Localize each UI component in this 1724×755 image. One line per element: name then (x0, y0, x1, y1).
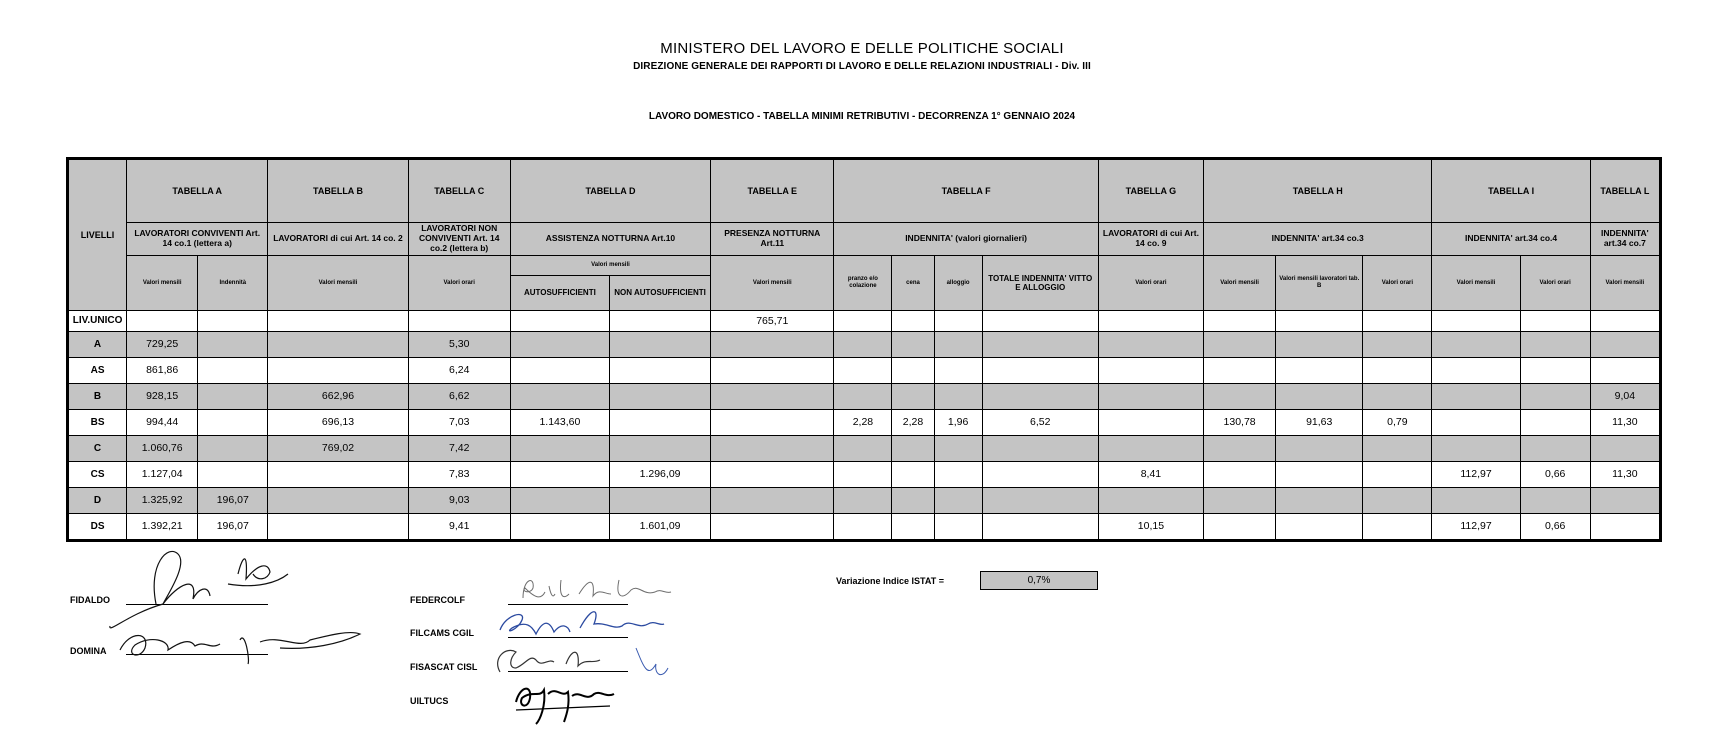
value-cell (510, 514, 609, 540)
section-i-label: INDENNITA' art.34 co.4 (1432, 223, 1590, 256)
value-cell (1276, 462, 1363, 488)
value-cell (1098, 410, 1203, 436)
value-cell (268, 514, 408, 540)
value-cell (1590, 514, 1659, 540)
table-row (69, 384, 1660, 410)
value-cell (934, 384, 982, 410)
value-cell (1363, 311, 1432, 332)
value-cell (1098, 358, 1203, 384)
value-cell (934, 436, 982, 462)
value-cell (834, 514, 892, 540)
value-cell (934, 358, 982, 384)
value-cell (609, 311, 710, 332)
value-cell (1432, 384, 1520, 410)
value-cell (1204, 311, 1276, 332)
col-f-cena: cena (892, 256, 934, 311)
value-cell (982, 358, 1098, 384)
value-cell: 130,78 (1204, 410, 1276, 436)
value-cell (711, 436, 834, 462)
value-cell (834, 462, 892, 488)
value-cell (892, 358, 934, 384)
federcolf-signature (515, 572, 675, 608)
value-cell: 769,02 (268, 436, 408, 462)
value-cell (1363, 436, 1432, 462)
value-cell (1432, 358, 1520, 384)
value-cell (1520, 332, 1590, 358)
col-c-valori-orari: Valori orari (408, 256, 510, 311)
tabella-d-header: TABELLA D (510, 160, 710, 223)
level-cell: B (69, 384, 127, 410)
uiltucs-signature (510, 676, 620, 728)
value-cell (1098, 384, 1203, 410)
value-cell (1276, 332, 1363, 358)
value-cell (892, 462, 934, 488)
filcams-label: FILCAMS CGIL (410, 628, 474, 638)
value-cell (1276, 311, 1363, 332)
value-cell (711, 462, 834, 488)
value-cell (1276, 358, 1363, 384)
value-cell: 6,52 (982, 410, 1098, 436)
value-cell (268, 488, 408, 514)
value-cell (609, 358, 710, 384)
tabella-i-header: TABELLA I (1432, 160, 1590, 223)
value-cell (1204, 514, 1276, 540)
section-d-label: ASSISTENZA NOTTURNA Art.10 (510, 223, 710, 256)
col-f-alloggio: alloggio (934, 256, 982, 311)
value-cell: 928,15 (127, 384, 198, 410)
value-cell: 112,97 (1432, 514, 1520, 540)
table-row (69, 410, 1660, 436)
value-cell (1276, 436, 1363, 462)
value-cell: 696,13 (268, 410, 408, 436)
value-cell (1590, 436, 1659, 462)
value-cell: 11,30 (1590, 462, 1659, 488)
tabella-c-header: TABELLA C (408, 160, 510, 223)
value-cell (1520, 311, 1590, 332)
col-d-valori-mensili: Valori mensili (510, 256, 710, 276)
value-cell (1520, 488, 1590, 514)
value-cell (1363, 514, 1432, 540)
level-cell: A (69, 332, 127, 358)
col-l-valori-mensili: Valori mensili (1590, 256, 1659, 311)
value-cell (1204, 332, 1276, 358)
value-cell (510, 436, 609, 462)
level-cell: C (69, 436, 127, 462)
value-cell (198, 462, 268, 488)
istat-label: Variazione Indice ISTAT = (836, 576, 944, 586)
value-cell (982, 488, 1098, 514)
value-cell (1276, 514, 1363, 540)
direction-subtitle: DIREZIONE GENERALE DEI RAPPORTI DI LAVORO E DELLE RELAZIONI INDUSTRIALI - Div. III (633, 61, 1091, 72)
tabella-a-header: TABELLA A (127, 160, 268, 223)
value-cell (934, 462, 982, 488)
value-cell (982, 311, 1098, 332)
value-cell (408, 311, 510, 332)
value-cell (1590, 311, 1659, 332)
value-cell (609, 384, 710, 410)
value-cell (892, 332, 934, 358)
value-cell (268, 332, 408, 358)
value-cell (609, 436, 710, 462)
section-l-label: INDENNITA' art.34 co.7 (1590, 223, 1659, 256)
level-cell: CS (69, 462, 127, 488)
col-i-valori-orari: Valori orari (1520, 256, 1590, 311)
level-cell: DS (69, 514, 127, 540)
value-cell (268, 462, 408, 488)
value-cell: 10,15 (1098, 514, 1203, 540)
section-f-label: INDENNITA' (valori giornalieri) (834, 223, 1098, 256)
value-cell (1363, 384, 1432, 410)
col-i-valori-mensili: Valori mensili (1432, 256, 1520, 311)
value-cell (711, 358, 834, 384)
value-cell (934, 311, 982, 332)
value-cell (1520, 384, 1590, 410)
table-row (69, 436, 1660, 462)
value-cell (892, 384, 934, 410)
value-cell (711, 384, 834, 410)
wage-table (68, 159, 1660, 540)
value-cell (1363, 332, 1432, 358)
value-cell: 91,63 (1276, 410, 1363, 436)
value-cell: 9,41 (408, 514, 510, 540)
level-cell: D (69, 488, 127, 514)
value-cell (934, 488, 982, 514)
value-cell (268, 358, 408, 384)
value-cell (934, 514, 982, 540)
value-cell: 729,25 (127, 332, 198, 358)
table-row (69, 488, 1660, 514)
value-cell: 6,24 (408, 358, 510, 384)
domina-signature (110, 620, 370, 670)
value-cell (711, 332, 834, 358)
value-cell (1432, 488, 1520, 514)
value-cell: 8,41 (1098, 462, 1203, 488)
value-cell: 0,66 (1520, 462, 1590, 488)
value-cell: 1.143,60 (510, 410, 609, 436)
value-cell (834, 311, 892, 332)
value-cell (1098, 311, 1203, 332)
value-cell (892, 514, 934, 540)
value-cell (892, 311, 934, 332)
value-cell (1520, 358, 1590, 384)
value-cell: 1.296,09 (609, 462, 710, 488)
table-row (69, 514, 1660, 540)
document-title: LAVORO DOMESTICO - TABELLA MINIMI RETRIBUTIVI - DECORRENZA 1° GENNAIO 2024 (648, 111, 1076, 122)
col-d-non-autosufficienti: NON AUTOSUFFICIENTI (609, 276, 710, 311)
federcolf-label: FEDERCOLF (410, 595, 465, 605)
section-h-label: INDENNITA' art.34 co.3 (1204, 223, 1432, 256)
value-cell (510, 358, 609, 384)
col-h-valori-mensili-lav-b: Valori mensili lavoratori tab. B (1276, 256, 1363, 311)
tabella-l-header: TABELLA L (1590, 160, 1659, 223)
value-cell: 1,96 (934, 410, 982, 436)
value-cell: 1.325,92 (127, 488, 198, 514)
col-f-pranzo: pranzo e/o colazione (834, 256, 892, 311)
value-cell (268, 311, 408, 332)
value-cell (1590, 488, 1659, 514)
section-a-label: LAVORATORI CONVIVENTI Art. 14 co.1 (lettera a) (127, 223, 268, 256)
value-cell: 7,42 (408, 436, 510, 462)
value-cell (1204, 488, 1276, 514)
value-cell (982, 436, 1098, 462)
col-e-valori-mensili: Valori mensili (711, 256, 834, 311)
value-cell: 994,44 (127, 410, 198, 436)
level-cell: LIV.UNICO (69, 311, 127, 332)
level-cell: BS (69, 410, 127, 436)
value-cell (1432, 436, 1520, 462)
value-cell: 7,03 (408, 410, 510, 436)
value-cell (127, 311, 198, 332)
uiltucs-label: UILTUCS (410, 696, 449, 706)
section-b-label: LAVORATORI di cui Art. 14 co. 2 (268, 223, 408, 256)
value-cell (1204, 436, 1276, 462)
value-cell (982, 384, 1098, 410)
table-row (69, 332, 1660, 358)
value-cell (982, 514, 1098, 540)
value-cell (198, 311, 268, 332)
ministry-title: MINISTERO DEL LAVORO E DELLE POLITICHE SOCIALI (660, 40, 1064, 57)
value-cell (510, 384, 609, 410)
fisascat-label: FISASCAT CISL (410, 662, 478, 672)
value-cell (1098, 436, 1203, 462)
value-cell (892, 488, 934, 514)
value-cell: 2,28 (892, 410, 934, 436)
value-cell (1432, 311, 1520, 332)
value-cell (1590, 358, 1659, 384)
value-cell (198, 384, 268, 410)
value-cell: 861,86 (127, 358, 198, 384)
value-cell (1520, 436, 1590, 462)
table-row (69, 358, 1660, 384)
value-cell (198, 358, 268, 384)
level-cell: AS (69, 358, 127, 384)
section-c-label: LAVORATORI NON CONVIVENTI Art. 14 co.2 (lettera b) (408, 223, 510, 256)
value-cell (1098, 488, 1203, 514)
value-cell (609, 410, 710, 436)
value-cell (834, 488, 892, 514)
value-cell (1098, 332, 1203, 358)
value-cell (1363, 488, 1432, 514)
value-cell (1520, 410, 1590, 436)
value-cell (711, 410, 834, 436)
value-cell (711, 514, 834, 540)
col-f-totale: TOTALE INDENNITA' VITTO E ALLOGGIO (982, 256, 1098, 311)
value-cell (198, 436, 268, 462)
col-g-valori-orari: Valori orari (1098, 256, 1203, 311)
value-cell: 9,04 (1590, 384, 1659, 410)
value-cell (1204, 384, 1276, 410)
value-cell (834, 436, 892, 462)
value-cell (834, 332, 892, 358)
value-cell (1204, 358, 1276, 384)
domina-label: DOMINA (70, 646, 107, 656)
value-cell: 662,96 (268, 384, 408, 410)
value-cell (934, 332, 982, 358)
value-cell (510, 488, 609, 514)
value-cell (982, 462, 1098, 488)
value-cell: 2,28 (834, 410, 892, 436)
value-cell: 11,30 (1590, 410, 1659, 436)
value-cell (609, 332, 710, 358)
value-cell (1590, 332, 1659, 358)
col-a-indennita: Indennità (198, 256, 268, 311)
fidaldo-label: FIDALDO (70, 595, 110, 605)
value-cell (1276, 384, 1363, 410)
value-cell: 0,66 (1520, 514, 1590, 540)
value-cell (510, 332, 609, 358)
value-cell: 5,30 (408, 332, 510, 358)
table-row (69, 462, 1660, 488)
value-cell: 196,07 (198, 514, 268, 540)
value-cell (834, 358, 892, 384)
col-a-valori-mensili: Valori mensili (127, 256, 198, 311)
table-row (69, 311, 1660, 332)
value-cell: 112,97 (1432, 462, 1520, 488)
value-cell (711, 488, 834, 514)
livelli-header: LIVELLI (69, 160, 127, 311)
value-cell: 7,83 (408, 462, 510, 488)
istat-value: 0,7% (980, 571, 1098, 590)
tabella-e-header: TABELLA E (711, 160, 834, 223)
value-cell: 1.127,04 (127, 462, 198, 488)
value-cell: 6,62 (408, 384, 510, 410)
section-g-label: LAVORATORI di cui Art. 14 co. 9 (1098, 223, 1203, 256)
value-cell (1363, 462, 1432, 488)
value-cell: 0,79 (1363, 410, 1432, 436)
tabella-b-header: TABELLA B (268, 160, 408, 223)
value-cell (834, 384, 892, 410)
value-cell (892, 436, 934, 462)
value-cell: 9,03 (408, 488, 510, 514)
tabella-g-header: TABELLA G (1098, 160, 1203, 223)
tabella-f-header: TABELLA F (834, 160, 1098, 223)
value-cell (1363, 358, 1432, 384)
col-h-valori-orari: Valori orari (1363, 256, 1432, 311)
value-cell: 1.601,09 (609, 514, 710, 540)
col-h-valori-mensili: Valori mensili (1204, 256, 1276, 311)
value-cell (1204, 462, 1276, 488)
col-d-autosufficienti: AUTOSUFFICIENTI (510, 276, 609, 311)
value-cell (609, 488, 710, 514)
value-cell: 196,07 (198, 488, 268, 514)
value-cell (982, 332, 1098, 358)
value-cell (198, 410, 268, 436)
value-cell (1276, 488, 1363, 514)
col-b-valori-mensili: Valori mensili (268, 256, 408, 311)
value-cell (1432, 410, 1520, 436)
value-cell: 765,71 (711, 311, 834, 332)
tabella-h-header: TABELLA H (1204, 160, 1432, 223)
value-cell: 1.060,76 (127, 436, 198, 462)
value-cell (510, 462, 609, 488)
value-cell (510, 311, 609, 332)
value-cell (1432, 332, 1520, 358)
value-cell (198, 332, 268, 358)
section-e-label: PRESENZA NOTTURNA Art.11 (711, 223, 834, 256)
value-cell: 1.392,21 (127, 514, 198, 540)
